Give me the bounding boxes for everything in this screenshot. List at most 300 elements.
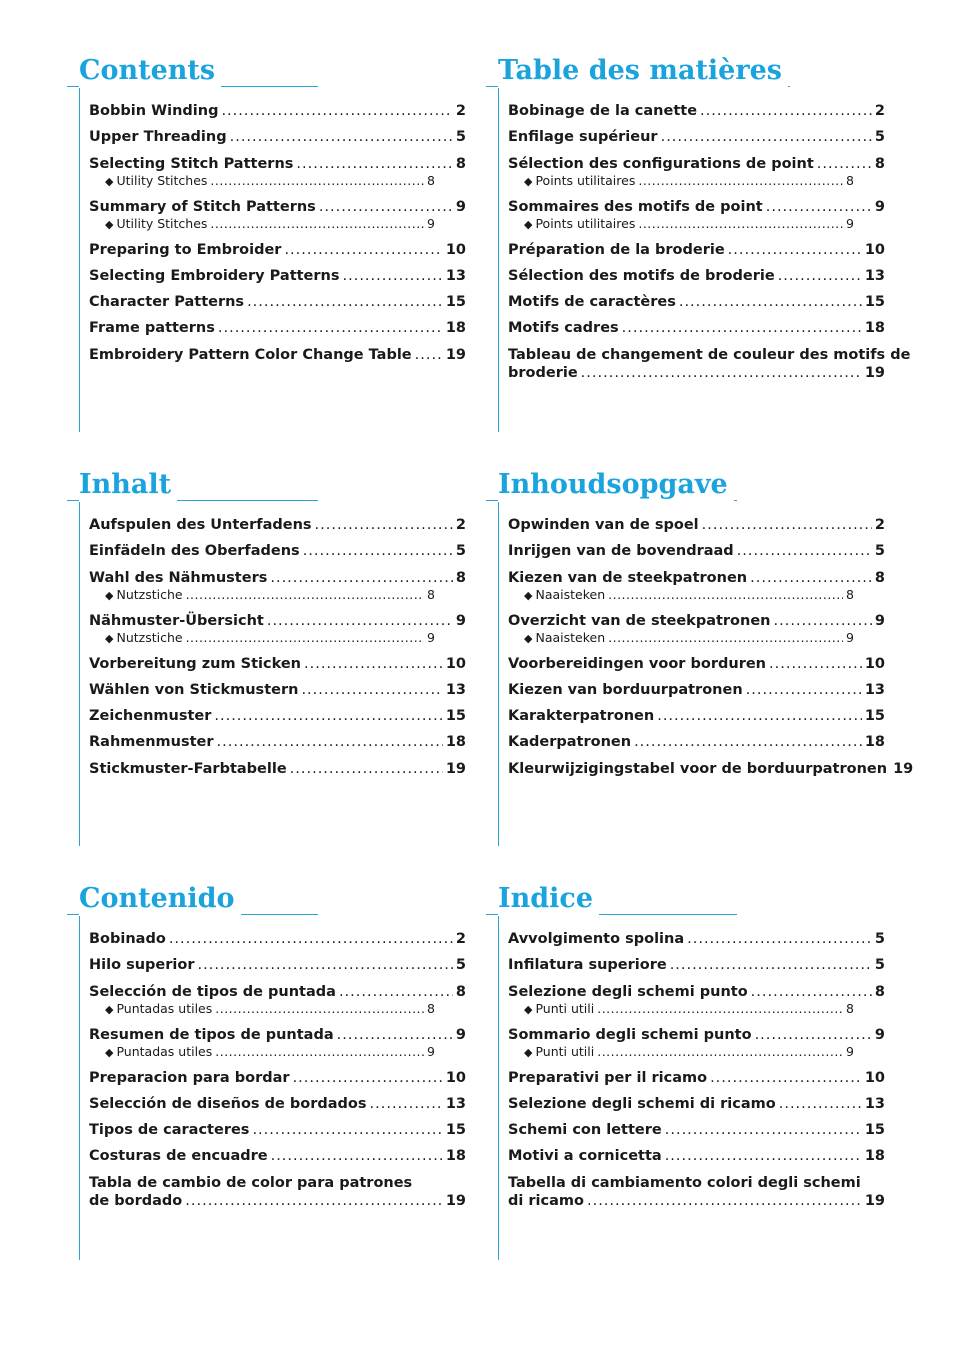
toc-entry[interactable] <box>508 733 885 751</box>
section-vertical-rule <box>498 62 499 432</box>
dot-leader <box>700 102 872 120</box>
toc-entry[interactable] <box>508 1026 885 1044</box>
toc-entry[interactable] <box>89 760 466 778</box>
section-vertical-rule <box>498 476 499 846</box>
toc-entry-label: Selezione degli schemi di ricamo <box>508 1095 776 1112</box>
toc-entry-page: 13 <box>864 1095 885 1112</box>
toc-entry-label: Schemi con lettere <box>508 1122 662 1139</box>
section-title: Contents <box>79 54 221 88</box>
diamond-bullet-icon: ◆ <box>524 217 533 231</box>
toc-entry-label: Bobbin Winding <box>89 103 219 119</box>
toc-entry-list <box>89 930 466 1218</box>
toc-subentry[interactable] <box>89 173 435 189</box>
dot-leader <box>670 956 872 974</box>
toc-entry-label: Motivi a cornicetta <box>508 1148 662 1165</box>
toc-subentry[interactable] <box>89 587 435 603</box>
toc-entry-label: Preparing to Embroider <box>89 241 282 258</box>
toc-entry-label: Kaderpatronen <box>508 734 632 751</box>
dot-leader <box>665 1147 862 1165</box>
dot-leader <box>755 1026 872 1044</box>
toc-subentry-page: 9 <box>427 1043 435 1059</box>
toc-entry-page: 5 <box>874 129 885 146</box>
toc-entry-label: Frame patterns <box>89 320 215 337</box>
section-vertical-rule <box>79 890 80 1260</box>
toc-entry-label: Kiezen van borduurpatronen <box>508 681 743 698</box>
toc-entry-label: Selección de diseños de bordados <box>89 1095 367 1112</box>
toc-entry[interactable] <box>508 930 885 948</box>
toc-entry-label: Tabella di cambiamento colori degli schemi <box>508 1174 861 1191</box>
toc-subentry-page: 8 <box>846 1000 854 1016</box>
toc-entry-label-continued: di ricamo <box>508 1192 584 1209</box>
toc-entry-label: Costuras de encuadre <box>89 1148 268 1165</box>
toc-entry[interactable] <box>508 516 885 534</box>
toc-entry-label: Kleurwijzigingstabel voor de borduurpatronen <box>508 760 888 777</box>
dot-leader <box>657 707 862 725</box>
toc-entry-page: 5 <box>455 957 466 974</box>
toc-entry[interactable] <box>508 612 885 630</box>
toc-entry-page: 15 <box>445 294 466 311</box>
toc-entry-list <box>508 516 914 786</box>
toc-section <box>498 883 898 1260</box>
toc-subentry[interactable] <box>508 173 854 189</box>
toc-entry[interactable] <box>508 1095 885 1113</box>
toc-entry[interactable] <box>508 198 885 216</box>
toc-entry-page: 2 <box>455 931 466 947</box>
toc-entry-label: Avvolgimento spolina <box>508 931 685 947</box>
toc-entry[interactable] <box>508 956 885 974</box>
toc-entry[interactable] <box>89 102 466 120</box>
section-title: Table des matières <box>498 54 788 88</box>
toc-subentry-label: Utility Stitches <box>116 215 208 231</box>
toc-entry[interactable] <box>89 516 466 534</box>
toc-entry[interactable] <box>89 930 466 948</box>
toc-section <box>498 469 914 846</box>
toc-section <box>498 55 911 432</box>
toc-entry[interactable] <box>89 128 466 146</box>
toc-entry-page: 19 <box>864 1192 885 1209</box>
section-vertical-rule <box>79 62 80 432</box>
toc-entry[interactable] <box>89 1095 466 1113</box>
dot-leader <box>270 569 453 587</box>
toc-entry-page: 8 <box>874 983 885 1000</box>
toc-entry-page: 15 <box>864 294 885 311</box>
toc-section <box>79 469 479 846</box>
diamond-bullet-icon: ◆ <box>105 217 114 231</box>
toc-subentry[interactable] <box>508 1001 854 1017</box>
toc-entry[interactable] <box>89 1174 466 1210</box>
toc-entry-label: Motifs de caractères <box>508 294 676 311</box>
toc-entry[interactable] <box>89 542 466 560</box>
toc-entry-label: Hilo superior <box>89 957 195 974</box>
toc-entry[interactable] <box>508 655 885 673</box>
toc-entry[interactable] <box>89 1147 466 1165</box>
toc-entry[interactable] <box>508 128 885 146</box>
toc-entry-label: Karakterpatronen <box>508 708 655 725</box>
toc-entry-page: 8 <box>874 155 885 172</box>
dot-leader <box>343 267 443 285</box>
dot-leader <box>215 1001 424 1016</box>
toc-entry[interactable] <box>89 1026 466 1044</box>
dot-leader <box>370 1095 443 1113</box>
toc-entry-page: 15 <box>864 1122 885 1139</box>
dot-leader <box>337 1026 453 1044</box>
toc-subentry-label: Nutzstiche <box>116 629 183 645</box>
toc-entry[interactable] <box>508 155 885 173</box>
section-title: Contenido <box>79 882 241 916</box>
dot-leader <box>581 364 862 382</box>
toc-subentry-label: Utility Stitches <box>116 172 208 188</box>
toc-entry-label: Bobinado <box>89 931 166 947</box>
toc-entry[interactable] <box>508 1174 885 1210</box>
toc-entry-label: Overzicht van de steekpatronen <box>508 612 771 629</box>
toc-entry-label: Préparation de la broderie <box>508 241 725 258</box>
toc-entry[interactable] <box>508 569 885 587</box>
diamond-bullet-icon: ◆ <box>524 1045 533 1059</box>
toc-entry-list <box>508 102 911 390</box>
dot-leader <box>587 1192 862 1210</box>
toc-entry[interactable] <box>89 612 466 630</box>
toc-entry-page: 9 <box>455 1026 466 1043</box>
dot-leader <box>622 319 862 337</box>
dot-leader <box>339 983 453 1001</box>
diamond-bullet-icon: ◆ <box>105 1045 114 1059</box>
toc-entry-label: Infilatura superiore <box>508 957 667 974</box>
toc-entry-label: Upper Threading <box>89 129 227 146</box>
section-vertical-rule <box>498 890 499 1260</box>
toc-entry-page: 9 <box>455 612 466 629</box>
toc-entry[interactable] <box>89 346 466 364</box>
dot-leader <box>728 241 862 259</box>
dot-leader <box>210 173 424 188</box>
toc-entry-page: 19 <box>445 346 466 363</box>
toc-subentry-page: 8 <box>427 1000 435 1016</box>
dot-leader <box>301 681 442 699</box>
section-title: Indice <box>498 882 599 916</box>
toc-entry-label: Inrijgen van de bovendraad <box>508 543 734 560</box>
toc-entry-page: 10 <box>864 1069 885 1086</box>
toc-entry-label: Character Patterns <box>89 294 245 311</box>
dot-leader <box>750 569 872 587</box>
dot-leader <box>198 956 453 974</box>
dot-leader <box>769 655 862 673</box>
toc-entry-page: 2 <box>874 103 885 119</box>
toc-entry-page: 5 <box>874 957 885 974</box>
toc-entry[interactable] <box>508 983 885 1001</box>
toc-entry[interactable] <box>508 241 885 259</box>
toc-entry-page: 9 <box>874 1026 885 1043</box>
toc-subentry-label: Naaisteken <box>535 586 606 602</box>
dot-leader <box>267 612 453 630</box>
toc-entry-page: 8 <box>874 569 885 586</box>
toc-entry-page: 18 <box>445 320 466 337</box>
toc-entry[interactable] <box>508 1147 885 1165</box>
dot-leader <box>215 1044 424 1059</box>
toc-subentry-label: Puntadas utiles <box>116 1000 213 1016</box>
toc-entry-page: 19 <box>445 760 466 777</box>
toc-entry[interactable] <box>508 293 885 311</box>
toc-subentry-page: 9 <box>427 215 435 231</box>
diamond-bullet-icon: ◆ <box>524 174 533 188</box>
toc-entry-page: 2 <box>455 103 466 119</box>
toc-entry-label: Tipos de caracteres <box>89 1122 250 1139</box>
dot-leader <box>779 1095 862 1113</box>
toc-entry-page: 15 <box>864 708 885 725</box>
toc-entry-label: Rahmenmuster <box>89 734 214 751</box>
diamond-bullet-icon: ◆ <box>105 1002 114 1016</box>
dot-leader <box>247 293 443 311</box>
toc-entry[interactable] <box>89 655 466 673</box>
toc-entry[interactable] <box>508 1069 885 1087</box>
toc-entry-page: 2 <box>455 517 466 533</box>
toc-entry-label: Zeichenmuster <box>89 708 212 725</box>
toc-section <box>79 55 479 432</box>
toc-subentry-page: 8 <box>427 172 435 188</box>
dot-leader <box>217 733 443 751</box>
toc-entry[interactable] <box>89 155 466 173</box>
toc-entry-page: 9 <box>874 198 885 215</box>
toc-entry-page: 10 <box>445 1069 466 1086</box>
toc-entry-label: Vorbereitung zum Sticken <box>89 655 301 672</box>
toc-subentry[interactable] <box>89 1044 435 1060</box>
toc-subentry-page: 8 <box>846 172 854 188</box>
toc-subentry[interactable] <box>508 1044 854 1060</box>
toc-subentry-label: Points utilitaires <box>535 172 636 188</box>
dot-leader <box>751 983 872 1001</box>
diamond-bullet-icon: ◆ <box>105 174 114 188</box>
toc-subentry-page: 8 <box>427 586 435 602</box>
toc-entry[interactable] <box>89 1121 466 1139</box>
toc-entry-label: Selezione degli schemi punto <box>508 983 748 1000</box>
toc-entry[interactable] <box>508 102 885 120</box>
diamond-bullet-icon: ◆ <box>524 588 533 602</box>
toc-entry-label: Selecting Embroidery Patterns <box>89 267 340 284</box>
toc-subentry-page: 9 <box>846 629 854 645</box>
toc-subentry-label: Points utilitaires <box>535 215 636 231</box>
dot-leader <box>304 655 443 673</box>
toc-entry-label: Einfädeln des Oberfadens <box>89 543 300 560</box>
dot-leader <box>271 1147 443 1165</box>
toc-entry-page: 18 <box>445 1148 466 1165</box>
toc-entry-page: 13 <box>864 267 885 284</box>
toc-entry-label: Motifs cadres <box>508 320 619 337</box>
toc-entry[interactable] <box>508 1121 885 1139</box>
dot-leader <box>687 930 872 948</box>
toc-entry[interactable] <box>89 983 466 1001</box>
toc-entry-page: 19 <box>445 1192 466 1209</box>
toc-entry[interactable] <box>89 707 466 725</box>
toc-entry-page: 9 <box>874 612 885 629</box>
dot-leader <box>817 155 872 173</box>
dot-leader <box>638 173 843 188</box>
dot-leader <box>185 1192 443 1210</box>
dot-leader <box>296 155 453 173</box>
toc-entry[interactable] <box>89 198 466 216</box>
toc-entry-page: 18 <box>864 1148 885 1165</box>
toc-entry-page: 15 <box>445 1122 466 1139</box>
toc-entry-label: Opwinden van de spoel <box>508 517 699 533</box>
toc-entry-label: Stickmuster-Farbtabelle <box>89 760 287 777</box>
dot-leader <box>710 1069 862 1087</box>
toc-entry-label: Wählen von Stickmustern <box>89 681 299 698</box>
toc-entry-page: 18 <box>864 320 885 337</box>
toc-entry[interactable] <box>508 346 911 382</box>
dot-leader <box>230 128 453 146</box>
dot-leader <box>766 198 872 216</box>
toc-entry-page: 15 <box>445 708 466 725</box>
toc-subentry[interactable] <box>508 216 854 232</box>
toc-entry-page: 2 <box>874 517 885 533</box>
section-title: Inhoudsopgave <box>498 468 734 502</box>
dot-leader <box>315 516 453 534</box>
toc-subentry[interactable] <box>508 587 854 603</box>
toc-section <box>79 883 479 1260</box>
toc-entry-label: Resumen de tipos de puntada <box>89 1026 334 1043</box>
toc-entry[interactable] <box>508 707 885 725</box>
toc-entry-page: 5 <box>874 543 885 560</box>
toc-entry-label: Preparativi per il ricamo <box>508 1069 708 1086</box>
toc-entry-label: Voorbereidingen voor borduren <box>508 655 767 672</box>
toc-entry-page: 5 <box>455 129 466 146</box>
toc-subentry[interactable] <box>89 630 435 646</box>
dot-leader <box>597 1001 843 1016</box>
toc-entry[interactable] <box>508 681 885 699</box>
toc-entry-label: Sélection des configurations de point <box>508 155 814 172</box>
toc-subentry-page: 9 <box>846 1043 854 1059</box>
dot-leader <box>284 241 442 259</box>
toc-entry[interactable] <box>89 681 466 699</box>
toc-entry[interactable] <box>508 319 885 337</box>
toc-entry-label: Summary of Stitch Patterns <box>89 198 316 215</box>
dot-leader <box>702 516 872 534</box>
toc-entry-page: 5 <box>874 931 885 947</box>
toc-entry-label: Aufspulen des Unterfadens <box>89 517 312 533</box>
toc-entry-label: Tableau de changement de couleur des motifs de <box>508 346 911 363</box>
toc-entry[interactable] <box>89 1069 466 1087</box>
toc-entry-label: Bobinage de la canette <box>508 103 698 119</box>
toc-entry[interactable] <box>89 569 466 587</box>
dot-leader <box>169 930 453 948</box>
toc-subentry-page: 9 <box>427 629 435 645</box>
toc-entry-page: 8 <box>455 155 466 172</box>
diamond-bullet-icon: ◆ <box>524 1002 533 1016</box>
toc-entry-page: 13 <box>445 267 466 284</box>
toc-entry-label: Nähmuster-Übersicht <box>89 612 264 629</box>
toc-entry[interactable] <box>89 956 466 974</box>
toc-subentry[interactable] <box>508 630 854 646</box>
dot-leader <box>746 681 862 699</box>
dot-leader <box>214 707 442 725</box>
toc-entry-label-continued: broderie <box>508 364 578 381</box>
toc-subentry-label: Nutzstiche <box>116 586 183 602</box>
toc-entry-label: Sélection des motifs de broderie <box>508 267 775 284</box>
toc-entry[interactable] <box>89 293 466 311</box>
dot-leader <box>210 216 424 231</box>
toc-subentry-label: Punti utili <box>535 1043 595 1059</box>
toc-entry-page: 10 <box>864 241 885 258</box>
section-title: Inhalt <box>79 468 177 502</box>
dot-leader <box>218 319 443 337</box>
toc-entry-list <box>508 930 885 1218</box>
dot-leader <box>221 102 452 120</box>
dot-leader <box>774 612 872 630</box>
dot-leader <box>186 587 424 602</box>
toc-entry-page: 18 <box>864 734 885 751</box>
dot-leader <box>638 216 843 231</box>
toc-subentry[interactable] <box>89 216 435 232</box>
toc-entry-page: 10 <box>864 655 885 672</box>
toc-entry-label: Sommario degli schemi punto <box>508 1026 752 1043</box>
toc-entry-page: 13 <box>445 1095 466 1112</box>
dot-leader <box>634 733 862 751</box>
diamond-bullet-icon: ◆ <box>105 588 114 602</box>
dot-leader <box>293 1069 443 1087</box>
dot-leader <box>661 128 872 146</box>
toc-entry[interactable] <box>89 267 466 285</box>
toc-entry-label: Embroidery Pattern Color Change Table <box>89 346 412 363</box>
toc-entry-page: 19 <box>893 760 914 777</box>
dot-leader <box>415 346 443 364</box>
toc-entry-label: Selecting Stitch Patterns <box>89 155 294 172</box>
toc-entry-list <box>89 516 466 786</box>
toc-subentry[interactable] <box>89 1001 435 1017</box>
toc-entry[interactable] <box>89 733 466 751</box>
toc-entry-label: Enfilage supérieur <box>508 129 658 146</box>
dot-leader <box>597 1044 843 1059</box>
toc-entry[interactable] <box>89 241 466 259</box>
dot-leader <box>319 198 453 216</box>
dot-leader <box>290 760 443 778</box>
toc-entry-page: 18 <box>445 734 466 751</box>
toc-entry-page: 10 <box>445 655 466 672</box>
toc-entry-label-continued: de bordado <box>89 1192 183 1209</box>
dot-leader <box>608 587 843 602</box>
diamond-bullet-icon: ◆ <box>524 631 533 645</box>
dot-leader <box>737 542 872 560</box>
dot-leader <box>186 630 424 645</box>
dot-leader <box>665 1121 862 1139</box>
toc-entry[interactable] <box>508 267 885 285</box>
toc-entry-page: 8 <box>455 569 466 586</box>
toc-entry-page: 5 <box>455 543 466 560</box>
toc-entry-page: 19 <box>864 364 885 381</box>
toc-entry-label: Sommaires des motifs de point <box>508 198 763 215</box>
toc-entry[interactable] <box>508 542 885 560</box>
toc-entry-label: Tabla de cambio de color para patrones <box>89 1174 413 1191</box>
toc-subentry-label: Puntadas utiles <box>116 1043 213 1059</box>
dot-leader <box>679 293 862 311</box>
toc-entry-page: 8 <box>455 983 466 1000</box>
toc-entry[interactable] <box>89 319 466 337</box>
toc-entry-label: Selección de tipos de puntada <box>89 983 336 1000</box>
toc-entry-label: Kiezen van de steekpatronen <box>508 569 748 586</box>
toc-subentry-label: Punti utili <box>535 1000 595 1016</box>
section-vertical-rule <box>79 476 80 846</box>
toc-subentry-label: Naaisteken <box>535 629 606 645</box>
toc-entry-list <box>89 102 466 372</box>
dot-leader <box>252 1121 442 1139</box>
toc-entry-page: 10 <box>445 241 466 258</box>
toc-entry-label: Wahl des Nähmusters <box>89 569 268 586</box>
dot-leader <box>778 267 862 285</box>
dot-leader <box>303 542 453 560</box>
toc-entry-page: 13 <box>864 681 885 698</box>
toc-subentry-page: 9 <box>846 215 854 231</box>
toc-entry[interactable] <box>508 760 914 778</box>
dot-leader <box>608 630 843 645</box>
toc-subentry-page: 8 <box>846 586 854 602</box>
toc-entry-page: 9 <box>455 198 466 215</box>
diamond-bullet-icon: ◆ <box>105 631 114 645</box>
